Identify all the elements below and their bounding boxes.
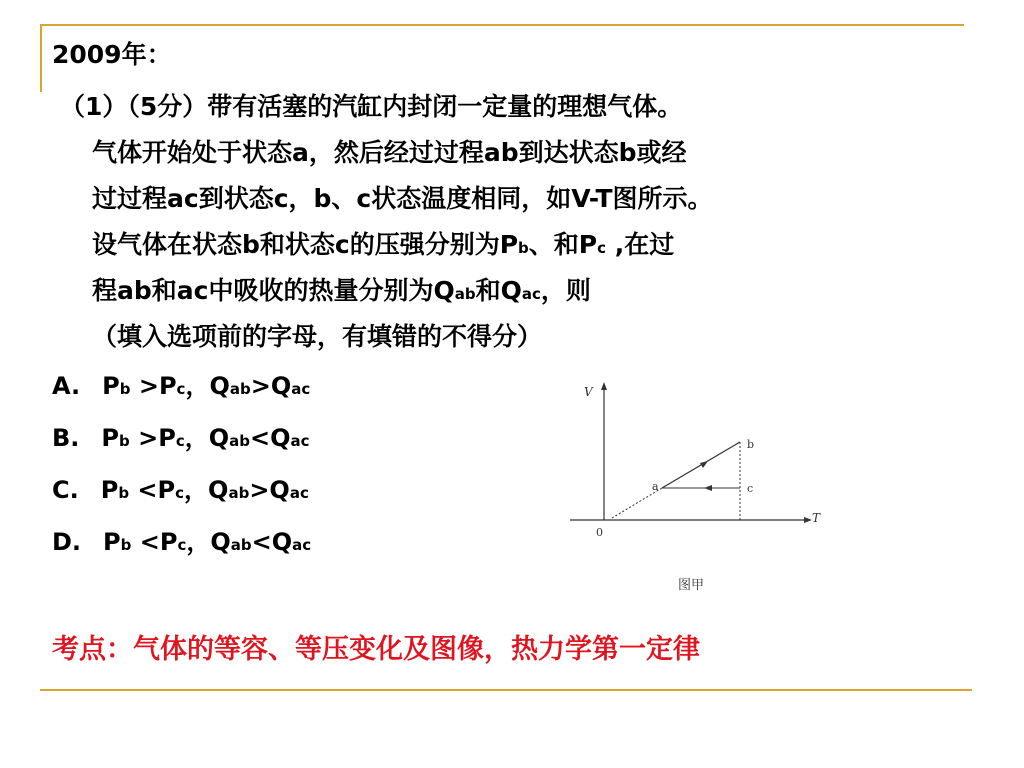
subscript: ab xyxy=(454,285,476,303)
t-axis-label: T xyxy=(812,511,821,525)
figure-caption: 图甲 xyxy=(678,578,705,593)
ac-direction-arrow xyxy=(704,485,712,491)
question-line-5 xyxy=(92,268,591,317)
subscript: c xyxy=(597,239,607,257)
subscript: ab xyxy=(230,536,252,554)
subscript: ac xyxy=(292,536,312,554)
option-letter: B. xyxy=(52,424,80,452)
text-seg: 程ab和ac中吸收的热量分别为Q xyxy=(92,276,455,305)
subscript: b xyxy=(119,380,131,398)
ab-direction-arrow xyxy=(700,461,708,468)
option-c xyxy=(52,470,309,513)
subscript: b xyxy=(518,239,529,257)
left-rule xyxy=(40,26,42,92)
text-seg: <Q xyxy=(251,528,293,556)
question-line-3: 过过程ac到状态c，b、c状态温度相同，如V-T图所示。 xyxy=(92,184,713,213)
t-axis-arrow xyxy=(804,517,812,523)
option-letter: C. xyxy=(52,476,79,504)
text-seg: P xyxy=(100,476,119,504)
key-points-text: 考点：气体的等容、等压变化及图像，热力学第一定律 xyxy=(52,634,700,665)
point-c-label: c xyxy=(747,482,754,495)
text-seg: >Q xyxy=(249,476,290,504)
vt-diagram xyxy=(540,370,840,600)
text-seg: P xyxy=(102,372,120,400)
subscript: ac xyxy=(291,380,311,398)
point-a-label: a xyxy=(652,480,659,493)
origin-label: 0 xyxy=(596,526,603,539)
text-seg: >Q xyxy=(250,372,292,400)
text-seg: ，Q xyxy=(185,372,230,400)
question-line-2: 气体开始处于状态a，然后经过过程ab到达状态b或经 xyxy=(92,138,687,167)
v-axis-label: V xyxy=(584,385,593,399)
text-seg: P xyxy=(103,528,121,556)
text-seg: ，Q xyxy=(186,528,231,556)
bottom-rule xyxy=(40,689,972,691)
subscript: b xyxy=(120,536,132,554)
subscript: b xyxy=(119,432,130,450)
text-seg: ，则 xyxy=(540,276,591,305)
process-ab-line xyxy=(662,442,740,488)
subscript: ac xyxy=(521,285,541,303)
text-seg: >P xyxy=(130,372,177,400)
point-b-label: b xyxy=(747,438,755,451)
subscript: ab xyxy=(228,484,250,502)
top-rule xyxy=(40,24,964,26)
option-letter: D. xyxy=(52,528,82,556)
year-heading: 2009年： xyxy=(52,40,172,69)
question-line-1: （1）（5分）带有活塞的汽缸内封闭一定量的理想气体。 xyxy=(60,92,683,121)
subscript: ab xyxy=(229,432,250,450)
option-letter: A. xyxy=(52,372,81,400)
text-seg: 和Q xyxy=(475,276,522,305)
subscript: b xyxy=(118,484,130,502)
text-seg: <P xyxy=(131,528,178,556)
text-seg: <Q xyxy=(250,424,291,452)
question-line-6: （填入选项前的字母，有填错的不得分） xyxy=(92,322,543,351)
text-seg: >P xyxy=(129,424,176,452)
subscript: c xyxy=(175,432,185,450)
v-axis-arrow xyxy=(601,382,607,390)
subscript: c xyxy=(176,380,186,398)
question-line-4 xyxy=(92,222,674,271)
text-seg: ，Q xyxy=(184,476,229,504)
text-seg: <P xyxy=(129,476,176,504)
subscript: c xyxy=(175,484,185,502)
vt-diagram-svg xyxy=(540,370,840,600)
text-seg: 、和P xyxy=(528,230,598,259)
text-seg: ，Q xyxy=(184,424,230,452)
subscript: ac xyxy=(289,484,309,502)
subscript: ab xyxy=(229,380,251,398)
option-d xyxy=(52,522,311,565)
text-seg: 设气体在状态b和状态c的压强分别为P xyxy=(92,230,519,259)
option-b xyxy=(52,418,310,461)
option-a xyxy=(52,366,310,409)
text-seg: P xyxy=(101,424,120,452)
text-seg: ,在过 xyxy=(606,230,675,259)
subscript: ac xyxy=(290,432,310,450)
subscript: c xyxy=(177,536,187,554)
